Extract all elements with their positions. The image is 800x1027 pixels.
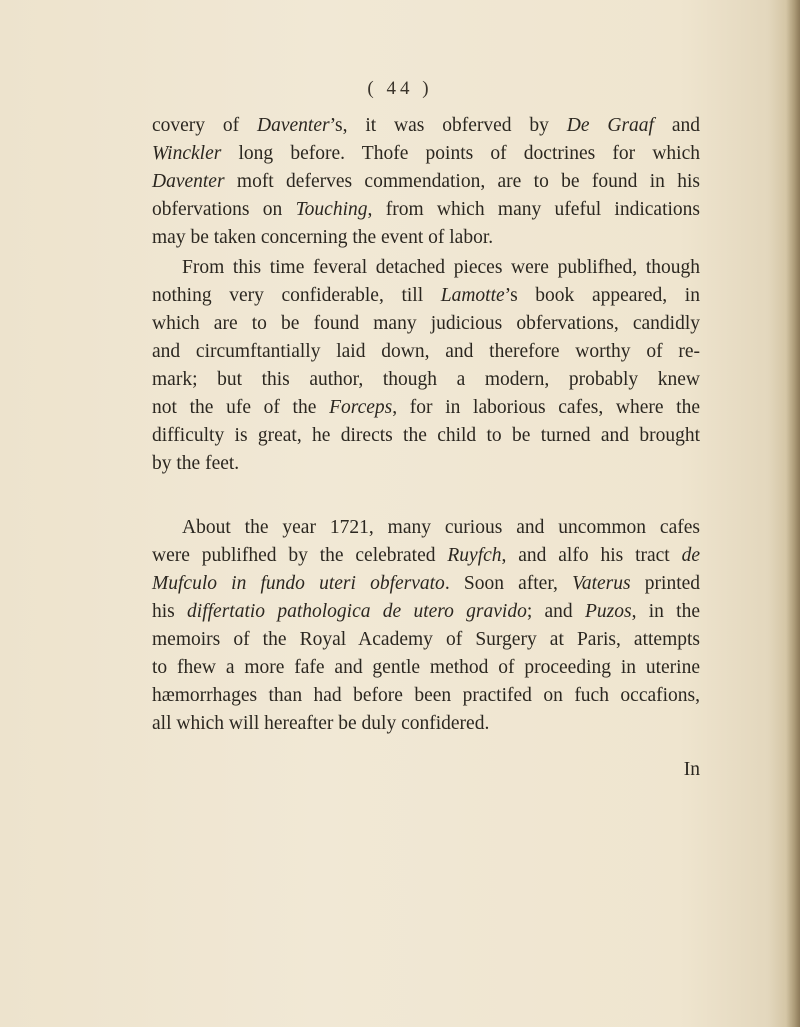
- text-line: and circumftantially laid down, and therefore worthy of re-: [152, 341, 700, 362]
- text-line: Winckler long before. Thofe points of doctrines for which: [152, 143, 700, 164]
- text-line: hæmorrhages than had before been practifed on fuch occafions,: [152, 685, 700, 706]
- text-line: mark; but this author, though a modern, probably knew: [152, 369, 700, 390]
- text-line: obfervations on Touching, from which many ufeful indications: [152, 199, 700, 220]
- text-line: to fhew a more fafe and gentle method of proceeding in uterine: [152, 657, 700, 678]
- italic-term: Daventer: [257, 115, 330, 136]
- italic-term: Vaterus: [572, 573, 631, 594]
- italic-term: Daventer: [152, 171, 225, 192]
- text-line: difficulty is great, he directs the child to be turned and brought: [152, 425, 700, 446]
- text-line: Mufculo in fundo uteri obfervato. Soon after, Vaterus printed: [152, 573, 701, 594]
- italic-term: Forceps: [329, 397, 393, 418]
- italic-term: Mufculo in fundo uteri obfervato: [152, 573, 445, 594]
- text-line: About the year 1721, many curious and uncommon cafes: [182, 517, 700, 538]
- text-line: not the ufe of the Forceps, for in laborious cafes, where the: [152, 397, 700, 418]
- text-line: which are to be found many judicious obfervations, candidly: [152, 313, 700, 334]
- text-line: nothing very confiderable, till Lamotte’s book appeared, in: [152, 285, 700, 306]
- text-line: may be taken concerning the event of labor.: [152, 227, 494, 248]
- italic-term: Winckler: [152, 143, 222, 164]
- italic-term: de: [681, 545, 700, 566]
- text-line: memoirs of the Royal Academy of Surgery at Paris, attempts: [152, 629, 700, 650]
- paragraph-1: [152, 112, 700, 252]
- italic-term: De Graaf: [566, 115, 654, 136]
- italic-term: differtatio pathologica de utero gravido: [187, 601, 527, 622]
- paragraph-2: [152, 254, 700, 478]
- text-line: all which will hereafter be duly confidered.: [152, 713, 490, 734]
- text-line: covery of Daventer’s, it was obferved by De Graaf and: [152, 115, 700, 136]
- text-line: his differtatio pathologica de utero gravido; and Puzos, in the: [152, 601, 700, 622]
- italic-term: Ruyfch: [447, 545, 502, 566]
- italic-term: Puzos: [584, 601, 632, 622]
- paragraph-3: [152, 514, 700, 738]
- page-number: ( 44 ): [367, 78, 433, 99]
- italic-term: Lamotte: [440, 285, 505, 306]
- text-line: From this time feveral detached pieces were publifhed, though: [182, 257, 700, 278]
- page-edge-shadow: [786, 0, 800, 1027]
- catchword: In: [683, 759, 700, 780]
- text-line: by the feet.: [152, 453, 240, 474]
- text-line: were publifhed by the celebrated Ruyfch, and alfo his tract de: [152, 545, 700, 566]
- text-line: Daventer moft deferves commendation, are to be found in his: [152, 171, 700, 192]
- italic-term: Touching: [295, 199, 368, 220]
